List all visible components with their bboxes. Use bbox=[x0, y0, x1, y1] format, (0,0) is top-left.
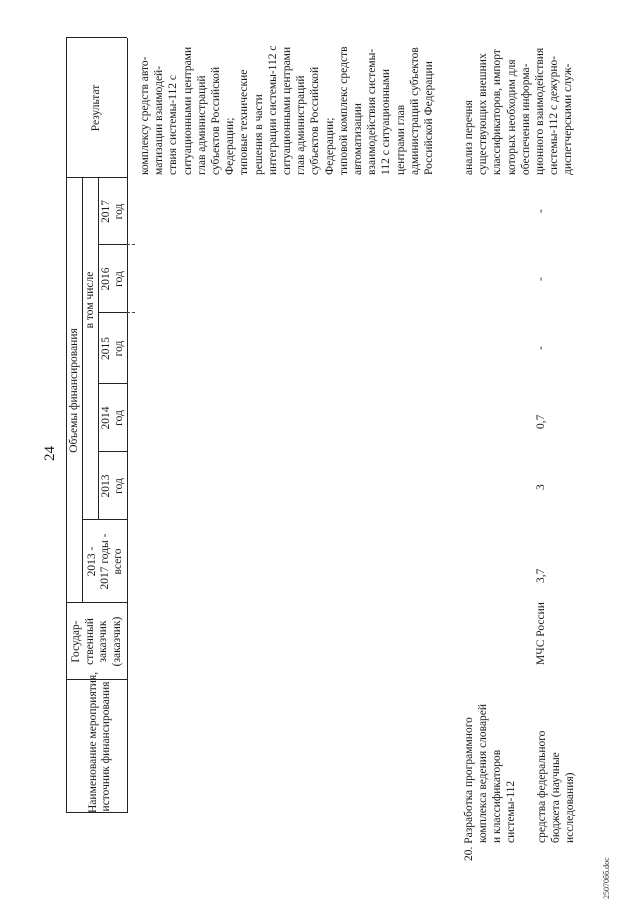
header-col-result: Результат bbox=[90, 84, 102, 132]
row20-result: анализ перечня существующих внешних классификаторов, импорт которых необходим для обеспечения информа- ционного взаимодействия системы-112 с дежурно- диспетчерскими служ- bbox=[463, 47, 575, 175]
row20-2014: 0,7 bbox=[535, 414, 547, 429]
header-year-2016: 2016 год bbox=[100, 267, 125, 291]
header-bottom-border bbox=[127, 38, 128, 813]
tick-2016 bbox=[127, 312, 135, 313]
table-top-border bbox=[66, 38, 67, 813]
header-col-volumes: Объемы финансирования bbox=[68, 328, 80, 453]
row20-total: 3,7 bbox=[535, 568, 547, 583]
row20-funding-source: средства федерального бюджета (научные исследования) bbox=[536, 730, 576, 843]
header-including-divider bbox=[98, 178, 99, 520]
footer-doc-code: 25070бб.doc bbox=[602, 857, 611, 899]
row20-2015: - bbox=[535, 346, 547, 350]
header-col-including: в том числе bbox=[84, 271, 96, 329]
header-year-2013: 2013 год bbox=[100, 474, 125, 498]
continued-result-text: комплексу средств авто- матизации взаимодей- ствия системы-112 с ситуационными центрами глав администраций субъектов Российской Федерации; типовые технические решения в части интеграции системы-112 с ситуационными центрами глав администраций субъектов Российской Федерации; типовой комплекс средств автоматизации взаимодействия системы- 112 с ситуационными центрами глав администраций субъектов Российской Федерации bbox=[139, 45, 436, 175]
header-col-name: Наименование мероприятия, источник финансирования bbox=[87, 671, 112, 813]
header-col-total: 2013 - 2017 годы - всего bbox=[86, 533, 124, 590]
tick-2017 bbox=[127, 244, 135, 245]
row20-2016: - bbox=[535, 277, 547, 281]
page-number: 24 bbox=[42, 446, 58, 461]
header-year-2017: 2017 год bbox=[100, 200, 125, 223]
row20-title: 20. Разработка программного комплекса ведения словарей и классификаторов системы-112 bbox=[463, 703, 517, 861]
header-volumes-divider bbox=[82, 178, 83, 603]
row20-customer: МЧС России bbox=[535, 602, 547, 665]
row20-2013: 3 bbox=[535, 484, 547, 490]
header-year-2015: 2015 год bbox=[100, 337, 125, 360]
header-col-customer: Государ- ственный заказчик (заказчик) bbox=[70, 616, 123, 667]
header-year-2014: 2014 год bbox=[100, 406, 125, 430]
row20-2017: - bbox=[535, 209, 547, 213]
